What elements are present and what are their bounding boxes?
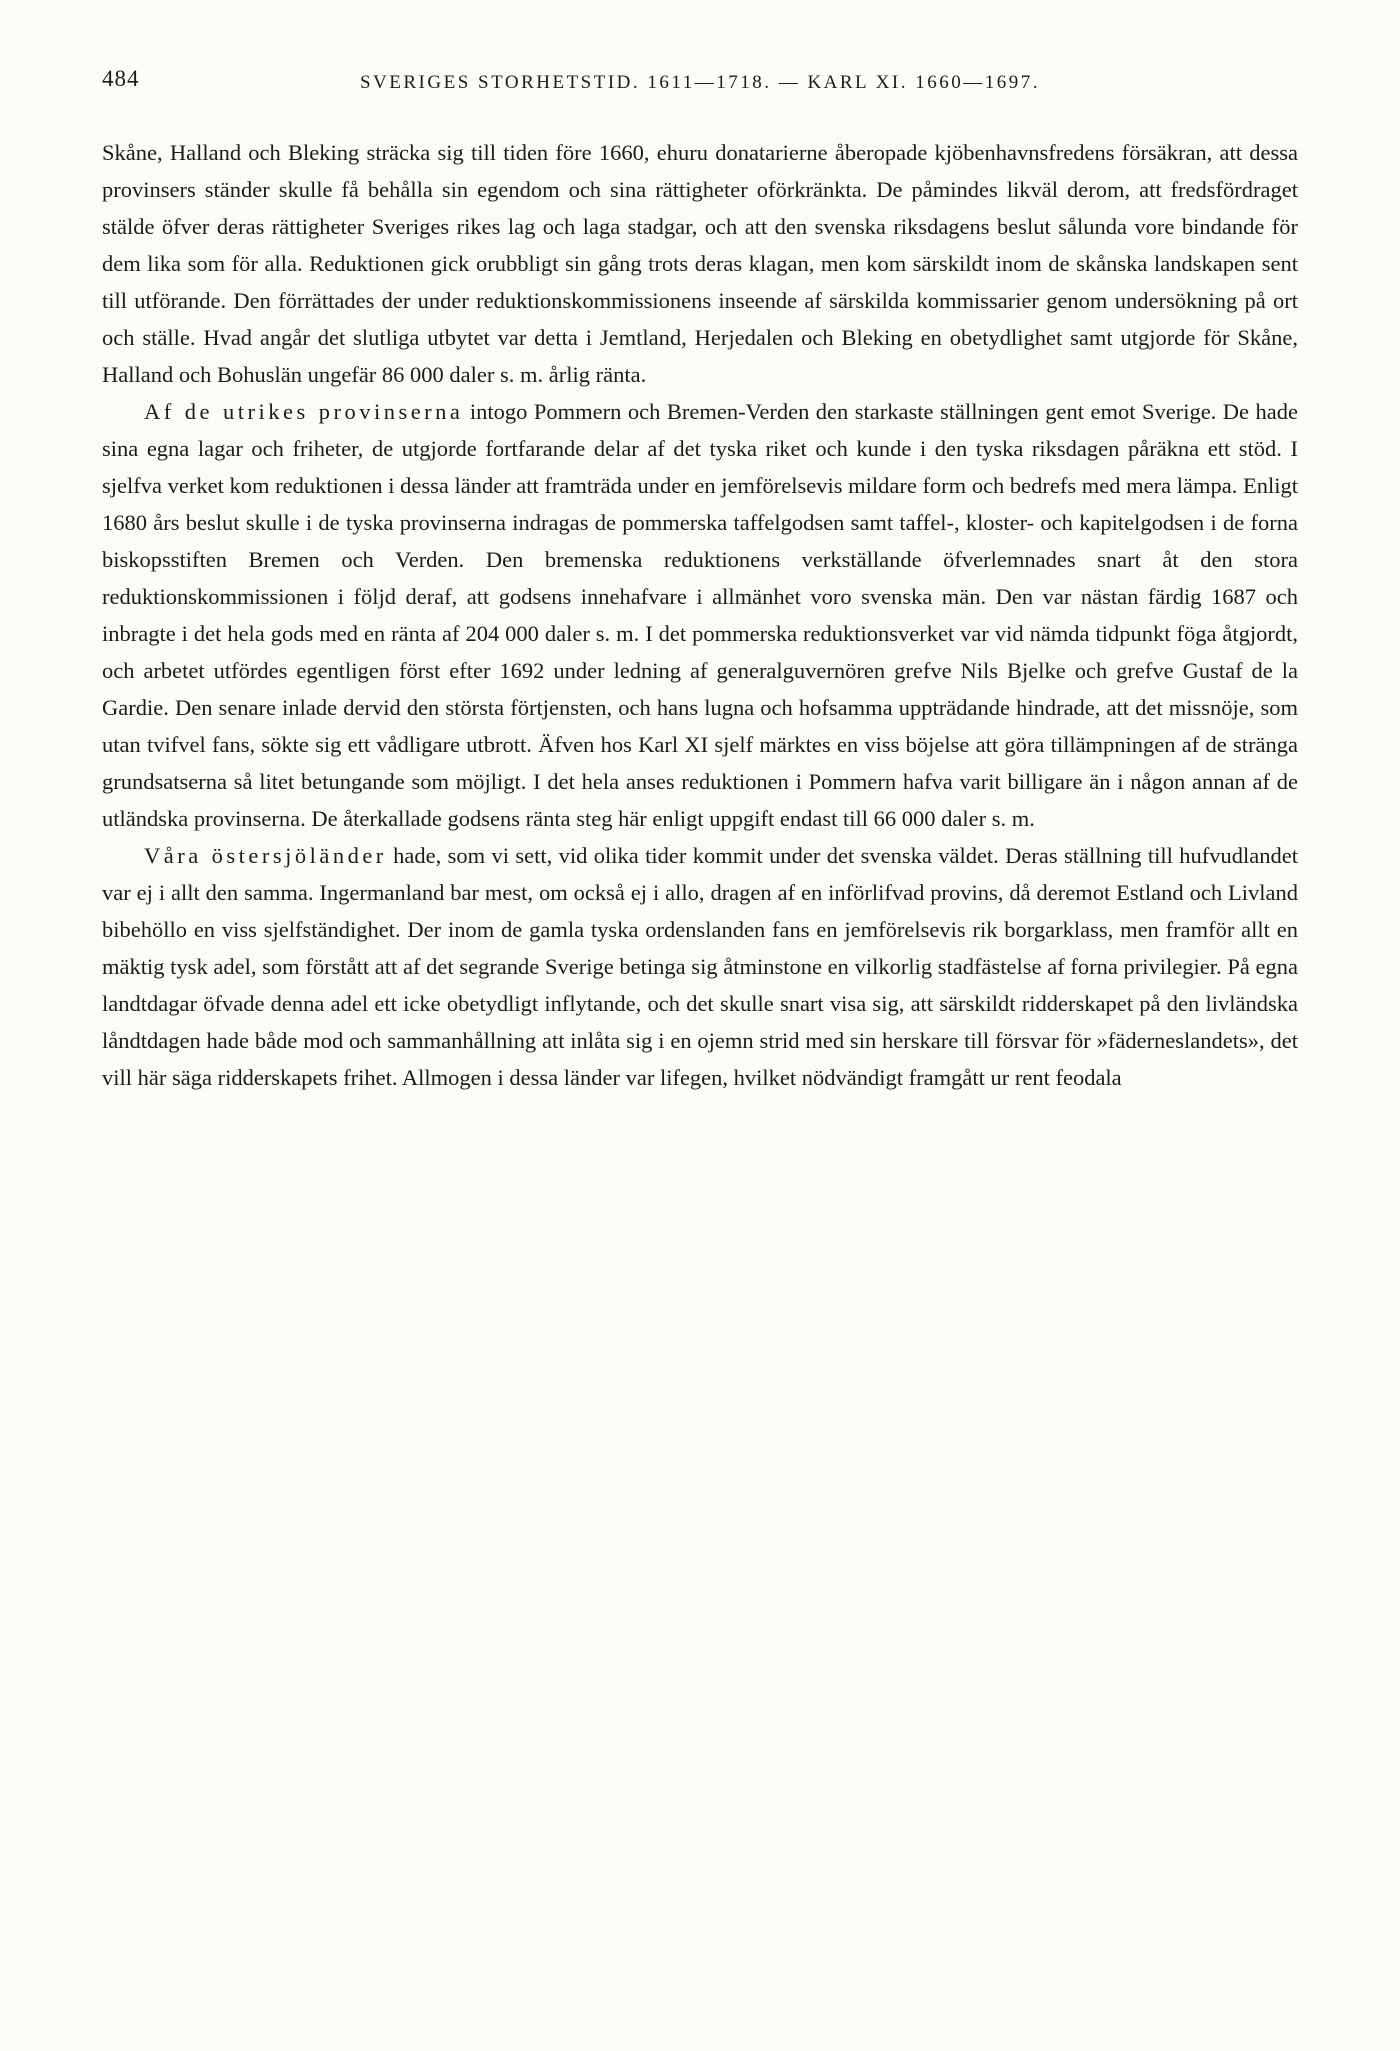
paragraph — [102, 837, 1298, 1096]
body-text: intogo Pommern och Bremen-Verden den starkaste ställningen gent emot Sverige. De hade sina egna lagar och friheter, de utgjorde fortfarande delar af det tyska riket och kunde i den tyska riksdagen påräkna ett stöd. I sjelfva verket kom reduktionen i dessa länder att framträda under en jemförelsevis mildare form och bedrefs med mera lämpa. Enligt 1680 års beslut skulle i de tyska provinserna indragas de pommerska taffelgodsen samt taffel-, kloster- och kapitelgodsen i de forna biskopsstiften Bremen och Verden. Den bremenska reduktionens verkställande öfverlemnades snart åt den stora reduktionskommissionen i följd deraf, att godsens innehafvare i allmänhet voro svenska män. Den var nästan färdig 1687 och inbragte i det hela gods med en ränta af 204 000 daler s. m. I det pommerska reduktionsverket var vid nämda tidpunkt föga åtgjordt, och arbetet utfördes egentligen först efter 1692 under ledning af generalguvernören grefve Nils Bjelke och grefve Gustaf de la Gardie. Den senare inlade dervid den största förtjensten, och hans lugna och hofsamma uppträdande hindrade, att det missnöje, som utan tvifvel fans, sökte sig ett vådligare utbrott. Äfven hos Karl XI sjelf märktes en viss böjelse att göra tillämpningen af de stränga grundsatserna så litet betungande som möjligt. I det hela anses reduktionen i Pommern hafva varit billigare än i någon annan af de utländska provinserna. De återkallade godsens ränta steg här enligt uppgift endast till 66 000 daler s. m. — [102, 399, 1298, 831]
emphasized-text: Våra östersjöländer — [144, 843, 387, 868]
page-header — [102, 0, 1298, 112]
body-text: Skåne, Halland och Bleking sträcka sig till tiden före 1660, ehuru donatarierne åberopade kjöbenhavnsfredens försäkran, att dessa provinsers ständer skulle få behålla sin egendom och sina rättigheter oförkränkta. De påmindes likväl derom, att fredsfördraget stälde öfver deras rättigheter Sveriges rikes lag och laga stadgar, och att den svenska riksdagens beslut sålunda vore bindande för dem lika som för alla. Reduktionen gick orubbligt sin gång trots deras klagan, men kom särskildt inom de skånska landskapen sent till utförande. Den förrättades der under reduktionskommissionens inseende af särskilda kommissarier genom undersökning på ort och ställe. Hvad angår det slutliga utbytet var detta i Jemtland, Herjedalen och Bleking en obetydlighet samt utgjorde för Skåne, Halland och Bohuslän ungefär 86 000 daler s. m. årlig ränta. — [102, 140, 1298, 387]
paragraph — [102, 393, 1298, 837]
running-title: SVERIGES STORHETSTID. 1611—1718. — KARL XI. 1660—1697. — [359, 72, 1041, 93]
paragraph — [102, 134, 1298, 393]
emphasized-text: Af de utrikes provinserna — [144, 399, 464, 424]
text-block — [102, 134, 1298, 1096]
page-number: 484 — [102, 66, 140, 91]
body-text: hade, som vi sett, vid olika tider kommit under det svenska väldet. Deras ställning till hufvudlandet var ej i allt den samma. Ingermanland bar mest, om också ej i allo, dragen af en införlifvad provins, då deremot Estland och Livland bibehöllo en viss sjelfständighet. Der inom de gamla tyska ordenslanden fans en jemförelsevis rik borgarklass, men framför allt en mäktig tysk adel, som förstått att af det segrande Sverige betinga sig åtminstone en vilkorlig stadfästelse af forna privilegier. På egna landtdagar öfvade denna adel ett icke obetydligt inflytande, och det skulle snart visa sig, att särskildt ridderskapet på den livländska låndtdagen hade både mod och sammanhållning att inlåta sig i en ojemn strid med sin herskare till försvar för »fäderneslandets», det vill här säga ridderskapets frihet. Allmogen i dessa länder var lifegen, hvilket nödvändigt framgått ur rent feodala — [102, 843, 1298, 1090]
